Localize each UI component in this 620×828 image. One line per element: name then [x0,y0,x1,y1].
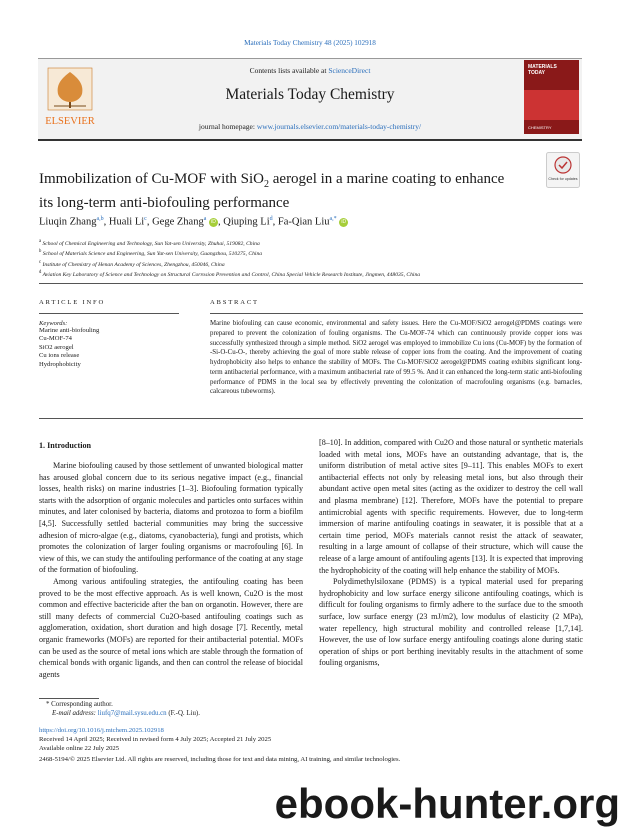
available-online: Available online 22 July 2025 [39,745,120,752]
journal-title: Materials Today Chemistry [225,86,395,103]
doi-link[interactable]: https://doi.org/10.1016/j.mtchem.2025.102918 [39,727,164,734]
divider [210,313,583,314]
article-info-heading: ARTICLE INFO [39,299,106,306]
abstract-heading: ABSTRACT [210,299,259,306]
watermark: ebook-hunter.org [274,780,620,827]
journal-reference[interactable]: Materials Today Chemistry 48 (2025) 102918 [244,39,376,47]
affiliations: $^a$ School of Chemical Engineering and Technology, Sun Yat-sen University, Zhuhai, 519082, China $^b$ School of Materials Science and Engineering, Sun Yat-sen University, Guangzhou, 510275, China $^c$ Institute of Chemistry of Henan Academy of Sciences, Zhengzhou, 450046, China $^d$ Aviation Key Laboratory of Science and Technology on Structural Corrosion Prevention and Control, China Special Vehicle Research Institute, Jingmen, 448035, China [39,239,421,278]
author-name[interactable]: Qiuping Li [223,216,270,228]
article-title: Immobilization of Cu-MOF with SiO$_2$ aerogel in a marine coating to enhance its long-term anti-biofouling performance [39,171,505,211]
author-name[interactable]: Liuqin Zhang [39,216,97,228]
keyword: Hydrophobicity [39,360,81,368]
author-name[interactable]: Huali Li [108,216,145,228]
paragraph: Polydimethylsiloxane (PDMS) is a typical material used for preparing hydrophobicity and low surface energy silicone antifouling coatings, which is difficult for fouling organisms to firmly adhere to the surface due to the smooth surface, low surface energy (23 mJ/m2), low modulus of elasticity (2 MPa), water repellency, high structural mobility and controlled release [1,7,14]. However, the use of low surface energy antifouling coatings alone during static operation of ships or port berthing inevitably results in the attachment of some fouling organisms, [319,577,583,668]
elsevier-wordmark: ELSEVIER [45,116,95,127]
author-name[interactable]: Gege Zhang [152,216,204,228]
email-line: E-mail address: liufq7@mail.sysu.edu.cn (F.-Q. Liu). [52,710,200,717]
contents-line: Contents lists available at ScienceDirect [249,66,371,75]
keywords-label: Keywords: [39,320,68,327]
abstract-text: Marine biofouling can cause economic, environmental and safety issues. Here the Cu-MOF/SiO2 aerogel@PDMS coatings were prepared to prevent the colonization of fouling organisms. The Cu-MOF-74 which can continuously provide copper ions was successfully synthesized through a simple method. SiO2 aerogel was employed to immobilize Cu ions (Cu-MOF) by the formation of -Si-O-Cu-O-, thereby achieving the goal of more stable release of copper ions from the coating. And the improvement of coating hydrophobicity also helps to enhance the stability of MOFs. The Cu-MOF/SiO2 aerogel@PDMS coating exhibits significant long-term antibacterial performance, with a maximum antibacterial rate of 99.5 %. And it can enhanced the long-term static anti-biofouling performance of PDMS in the local sea by effectively preventing the colonization of macrofouling organisms (e.g. barnacles, calcareous tubeworms). [210,320,582,396]
orcid-icon[interactable]: iD [339,218,348,227]
paragraph: Marine biofouling caused by those settlement of unwanted biological matter has aroused global concern due to its serious negative impact (e.g., financial losses, health risks) on marine industries [1–3]. Biofouling formation typically starts with the adsorption of organic molecules and particles onto surfaces within minutes, and later colonised by bacteria, diatoms and protozoa to form a biofilm [4,5]. Successfully settled bacterial communities may bring the successive adhesion of micro-algae (e.g., diatoms, cyanobacteria), fungi and protists, which promotes the colonization of larger fouling organisms or macrofouling [6]. In view of this, we can study the antifouling performance of the coating at any stage of the formation of biofouling. [39,461,303,575]
elsevier-logo [40,62,100,132]
cover-title: MATERIALS TODAY [528,64,557,76]
sciencedirect-link[interactable]: ScienceDirect [328,66,371,75]
body-column-right [319,437,583,669]
cover-subtitle: CHEMISTRY [528,125,552,130]
update-icon [555,157,571,173]
journal-homepage: journal homepage: www.journals.elsevier.com/materials-today-chemistry/ [198,122,422,131]
copyright: 2468-5194/© 2025 Elsevier Ltd. All rights are reserved, including those for text and data mining, AI training, and similar technologies. [39,756,401,763]
homepage-link[interactable]: www.journals.elsevier.com/materials-today-chemistry/ [256,122,422,131]
divider [39,313,179,314]
check-for-updates-button[interactable] [546,152,580,188]
paragraph: Among various antifouling strategies, the antifouling coating has been proved to be the most effective approach. As is well known, Cu2O is the most common and effective bactericide after the ban on organotin. However, there are still many defects of commercial Cu2O-based antifouling coatings such as agglomeration, oxidation, short duration and high dosage [7]. Recently, metal organic frameworks (MOFs) are reported for their antibacterial potential. MOFs can be used as the source of metal ions which are stable through the formation of chemical bonds with organic ligands, and then can control the release of biocidal agents [39,576,303,679]
paragraph: [8–10]. In addition, compared with Cu2O and those natural or synthetic materials loaded with metal ions, MOFs have an outstanding advantage, that is, the uniform distribution of metal active sites [9–11]. This enables MOFs to exert antibacterial effects not only by releasing metal ions, but also through their abundant active open metal sites (acting as the oxidizer to destroy the cell wall and plasma membrane) [12]. Therefore, MOFs have the potential to prepare antimicrobial agents with specific requirements. However, due to long-term immersion of marine antifouling coatings in seawater, it is possible that at a certain time period, MOFs materials cannot resist the attack of seawater, resulting in a large amount of collapse of their structure, which will cause the release of a large amount of antifouling agents [13]. It is expected that improving the hydrophobicity of the coating will help enhance the stability of MOFs. [319,438,583,575]
orcid-icon[interactable]: iD [209,218,218,227]
keyword: Marine anti-biofouling [39,327,100,334]
cover-art [524,90,579,120]
author-list: Liuqin Zhang$^{a,b}$, Huali Li$^c$, Gege Zhang$^a$ iD , Qiuping Li$^d$, Fa-Qian Liu$^{a,*}$ iD [39,216,559,228]
section-heading: 1. Introduction [39,441,92,450]
email-link[interactable]: liufq7@mail.sysu.edu.cn [97,710,167,717]
journal-cover-thumbnail[interactable] [524,60,579,134]
received-dates: Received 14 April 2025; Received in revised form 4 July 2025; Accepted 21 July 2025 [39,736,272,743]
corresponding-author-note: * Corresponding author. [46,701,113,708]
body-column-left [39,460,303,680]
keyword: Cu-MOF-74 [39,335,72,343]
keyword: SiO2 aerogel [39,343,74,351]
author-name[interactable]: Fa-Qian Liu [277,216,330,228]
check-updates-label: Check for updates [548,177,578,181]
footnote-divider [39,698,99,699]
keyword: Cu ions release [39,352,80,360]
keyword-list [39,327,99,369]
divider [39,283,583,284]
divider [39,418,583,419]
